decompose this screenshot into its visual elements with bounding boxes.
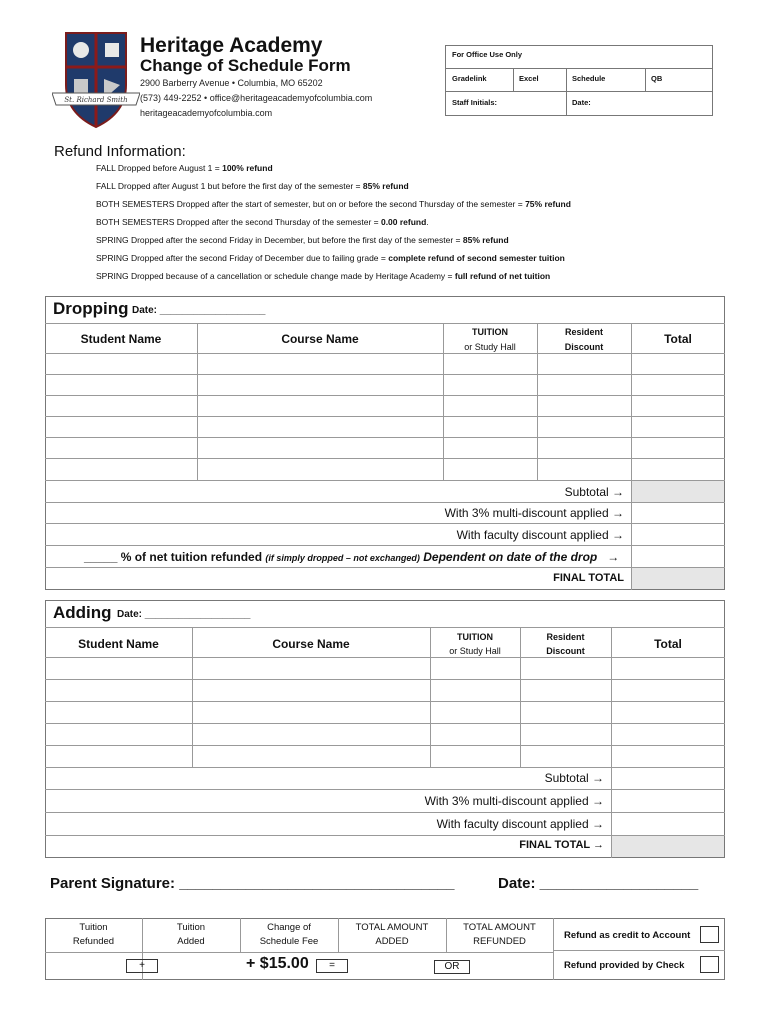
refund-credit-checkbox[interactable] — [700, 926, 719, 943]
adding-title: Adding — [53, 603, 112, 622]
form-title: Change of Schedule Form — [140, 56, 351, 75]
dropping-title: Dropping — [53, 299, 129, 318]
school-website: heritageacademyofcolumbia.com — [140, 108, 273, 118]
office-title: For Office Use Only — [452, 50, 523, 59]
dropping-col-course: Course Name — [281, 332, 359, 346]
logo-banner-text: St. Richard Smith — [64, 96, 128, 104]
office-schedule: Schedule — [572, 74, 606, 83]
adding-faculty-label: With faculty discount applied → — [436, 817, 604, 831]
dropping-faculty-label: With faculty discount applied → — [456, 528, 624, 542]
office-gradelink: Gradelink — [452, 74, 487, 83]
adding-col-tuition-sub: or Study Hall — [449, 646, 501, 656]
or-operator: OR — [434, 960, 470, 974]
adding-col-course: Course Name — [272, 637, 350, 651]
office-date: Date: — [572, 98, 591, 107]
adding-col-total: Total — [654, 637, 682, 651]
adding-multi-label: With 3% multi-discount applied → — [424, 794, 604, 808]
tuition-refunded-header: Tuition Refunded — [72, 922, 115, 947]
dropping-date[interactable]: Date: ___________________ — [132, 305, 266, 316]
adding-subtotal-label: Subtotal → — [544, 771, 604, 785]
refund-credit-label: Refund as credit to Account — [564, 930, 691, 941]
dropping-percent-line: _____ % of net tuition refunded (if simply dropped – not exchanged) Dependent on date of the drop → — [84, 550, 620, 564]
adding-date[interactable]: Date: ___________________ — [117, 609, 251, 620]
dropping-subtotal-cell[interactable] — [632, 481, 724, 502]
parent-signature-line[interactable]: Parent Signature: _________________________________ — [50, 875, 455, 892]
equals-operator: = — [316, 959, 348, 973]
office-excel: Excel — [519, 74, 539, 83]
refund-info-title: Refund Information: — [54, 143, 186, 160]
schedule-fee-value: + $15.00 — [246, 955, 309, 972]
refund-check-label: Refund provided by Check — [564, 960, 685, 971]
dropping-final-label: FINAL TOTAL — [553, 572, 624, 584]
adding-col-resident: Resident — [546, 632, 585, 642]
schedule-fee-header: Change of Schedule Fee — [259, 922, 319, 947]
refund-check-checkbox[interactable] — [700, 956, 719, 973]
school-address: 2900 Barberry Avenue • Columbia, MO 65202 — [140, 78, 323, 88]
school-contact: (573) 449-2252 • office@heritageacademyofcolumbia.com — [140, 93, 373, 103]
adding-final-cell[interactable] — [612, 836, 724, 857]
adding-col-student: Student Name — [78, 637, 159, 651]
dropping-col-total: Total — [664, 332, 692, 346]
refund-line: BOTH SEMESTERS Dropped after the second Thursday of the semester = 0.00 refund. — [96, 217, 429, 227]
dropping-col-tuition: TUITION — [472, 327, 508, 337]
refund-line: FALL Dropped before August 1 = 100% refund — [96, 163, 273, 173]
office-qb: QB — [651, 74, 663, 83]
office-staff-initials: Staff Initials: — [452, 98, 498, 107]
school-crest-logo — [52, 27, 140, 131]
dropping-subtotal-label: Subtotal → — [564, 485, 624, 499]
signature-date-line[interactable]: Date: ___________________ — [498, 875, 699, 892]
refund-line: SPRING Dropped because of a cancellation or schedule change made by Heritage Academy = full refund of net tuition — [96, 271, 551, 281]
dropping-col-resident: Resident — [564, 327, 603, 337]
dropping-final-cell[interactable] — [632, 568, 724, 589]
adding-col-tuition: TUITION — [457, 632, 493, 642]
adding-final-label: FINAL TOTAL → — [519, 839, 604, 851]
total-added-header: TOTAL AMOUNT ADDED — [355, 922, 429, 947]
refund-line: SPRING Dropped after the second Friday of December due to failing grade = complete refund of second semester tuition — [96, 253, 565, 263]
dropping-col-student: Student Name — [80, 332, 162, 346]
refund-line: BOTH SEMESTERS Dropped after the start of semester, but on or before the second Thursday of the semester = 75% refund — [96, 199, 571, 209]
refund-line: SPRING Dropped after the second Friday in December, but before the first day of the semester = 85% refund — [96, 235, 509, 245]
plus-operator: + — [126, 959, 158, 973]
adding-col-resident-sub: Discount — [546, 646, 585, 656]
office-use-box — [445, 45, 713, 116]
total-refunded-header: TOTAL AMOUNT REFUNDED — [463, 922, 536, 947]
school-name: Heritage Academy — [140, 34, 323, 57]
dropping-col-resident-sub: Discount — [564, 342, 604, 352]
dropping-col-tuition-sub: or Study Hall — [464, 342, 516, 352]
refund-line: FALL Dropped after August 1 but before the first day of the semester = 85% refund — [96, 181, 409, 191]
dropping-multi-label: With 3% multi-discount applied → — [444, 506, 624, 520]
tuition-added-header: Tuition Added — [176, 922, 206, 947]
